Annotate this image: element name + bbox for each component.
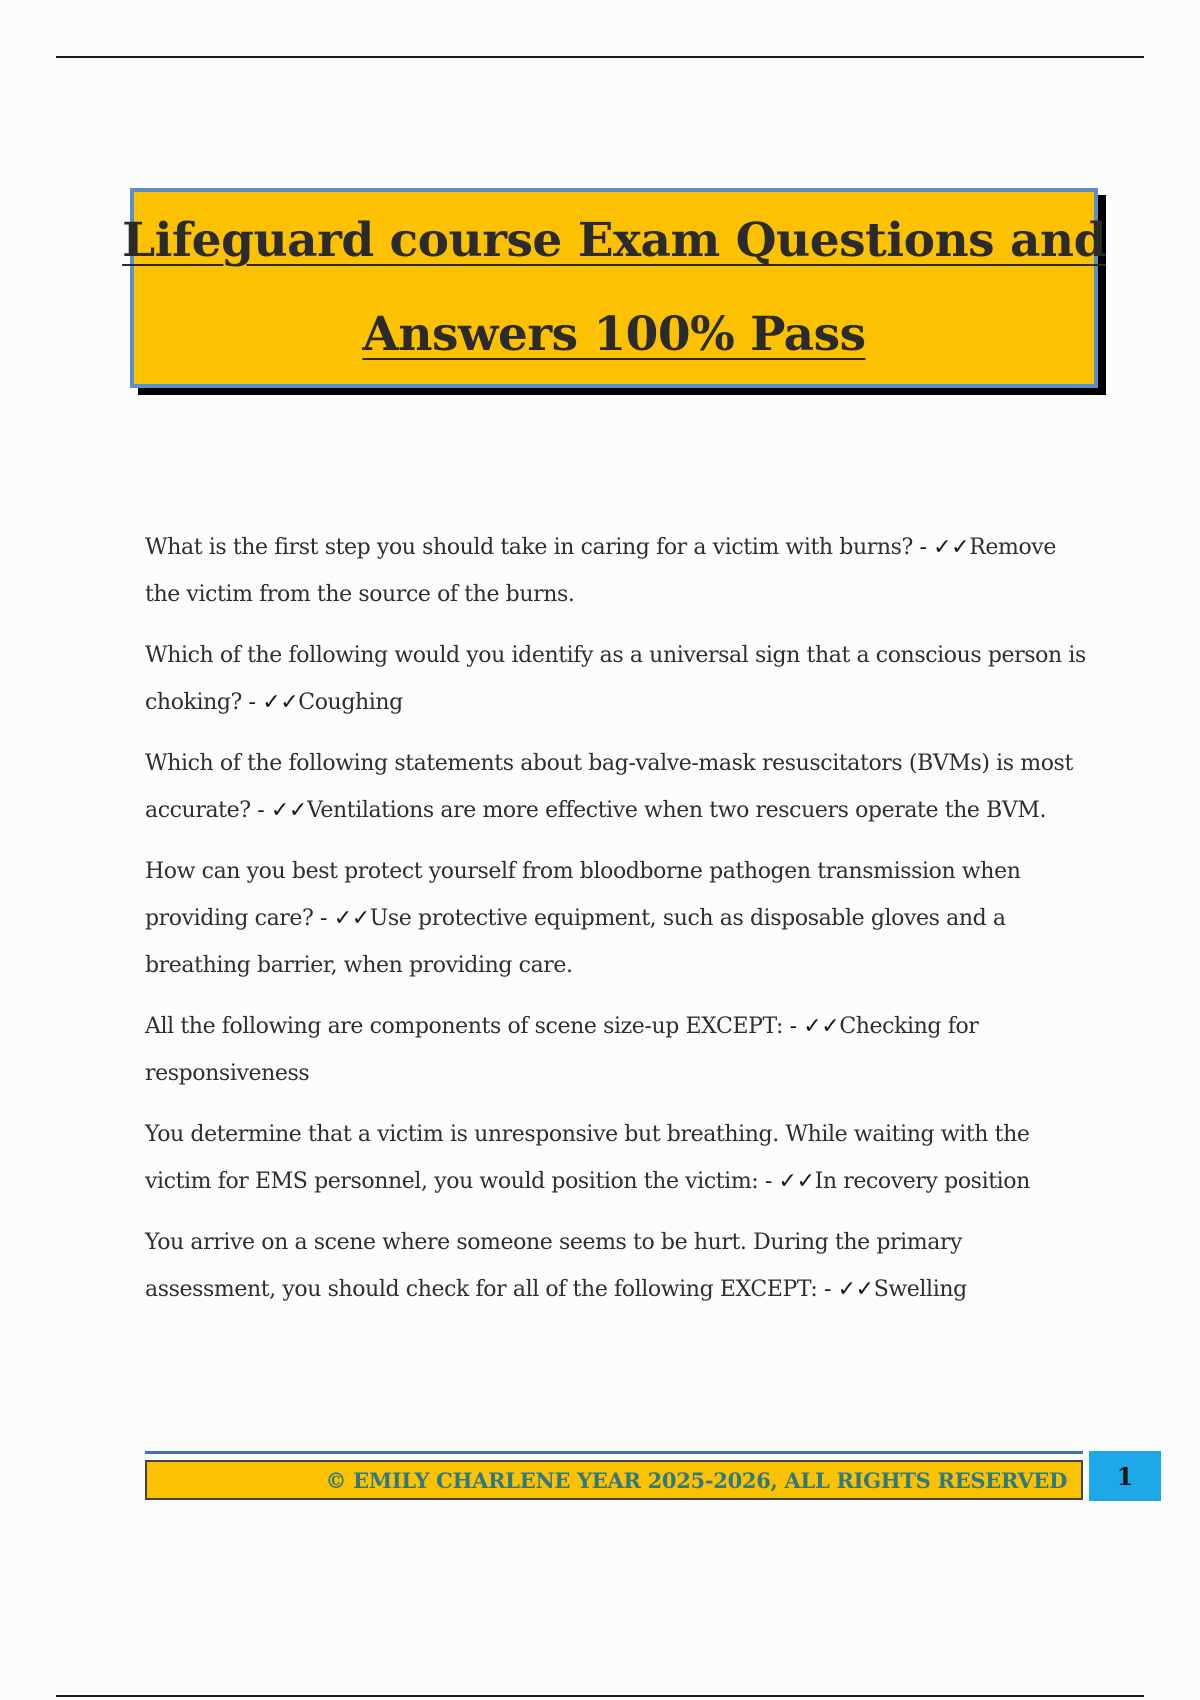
- footer-bar: [145, 1460, 1083, 1500]
- answer-text: Swelling: [873, 1277, 967, 1302]
- qa-list: [145, 524, 1095, 1327]
- question-text: All the following are components of scene size-up EXCEPT:: [145, 1014, 784, 1039]
- double-check-icon: ✓✓: [262, 690, 299, 715]
- qa-item: [145, 1003, 1095, 1097]
- copyright-text: © EMILY CHARLENE YEAR 2025-2026, ALL RIGHTS RESERVED: [325, 1467, 1067, 1493]
- double-check-icon: ✓✓: [333, 906, 370, 931]
- qa-separator: -: [783, 1014, 804, 1039]
- question-text: You arrive on a scene where someone seems to be hurt. During the primary assessment, you should check for all of the following EXCEPT:: [145, 1230, 963, 1302]
- qa-separator: -: [241, 690, 263, 715]
- qa-item: [145, 1219, 1095, 1313]
- qa-item: [145, 848, 1095, 989]
- double-check-icon: ✓✓: [270, 798, 307, 823]
- footer-top-line: [145, 1451, 1083, 1454]
- question-text: Which of the following would you identify as a universal sign that a conscious person is choking?: [145, 643, 1086, 715]
- page-number: 1: [1089, 1451, 1161, 1501]
- double-check-icon: ✓✓: [837, 1277, 874, 1302]
- top-rule: [56, 56, 1144, 58]
- double-check-icon: ✓✓: [803, 1014, 840, 1039]
- bottom-rule: [56, 1695, 1144, 1697]
- answer-text: Coughing: [298, 690, 403, 715]
- answer-text: Checking for responsiveness: [145, 1014, 979, 1086]
- question-text: What is the first step you should take in caring for a victim with burns?: [145, 535, 913, 560]
- double-check-icon: ✓✓: [778, 1169, 815, 1194]
- qa-item: [145, 1111, 1095, 1205]
- question-text: You determine that a victim is unresponsive but breathing. While waiting with the victim for EMS personnel, you would position the victim:: [145, 1122, 1030, 1194]
- qa-item: [145, 740, 1095, 834]
- qa-separator: -: [313, 906, 334, 931]
- answer-text: In recovery position: [814, 1169, 1030, 1194]
- title-box: [122, 188, 1106, 388]
- answer-text: Ventilations are more effective when two rescuers operate the BVM.: [306, 798, 1047, 823]
- question-text: Which of the following statements about bag-valve-mask resuscitators (BVMs) is most accurate?: [145, 751, 1073, 823]
- qa-separator: -: [758, 1169, 779, 1194]
- answer-text: Remove the victim from the source of the burns.: [145, 535, 1056, 607]
- qa-item: [145, 632, 1095, 726]
- double-check-icon: ✓✓: [933, 535, 970, 560]
- qa-item: [145, 524, 1095, 618]
- qa-separator: -: [817, 1277, 838, 1302]
- answer-text: Use protective equipment, such as disposable gloves and a breathing barrier, when providing care.: [145, 906, 1006, 978]
- qa-separator: -: [912, 535, 934, 560]
- title-line-1: Lifeguard course Exam Questions and: [122, 213, 1106, 268]
- question-text: How can you best protect yourself from bloodborne pathogen transmission when providing care?: [145, 859, 1021, 931]
- title-line-2: Answers 100% Pass: [362, 307, 866, 362]
- qa-separator: -: [250, 798, 271, 823]
